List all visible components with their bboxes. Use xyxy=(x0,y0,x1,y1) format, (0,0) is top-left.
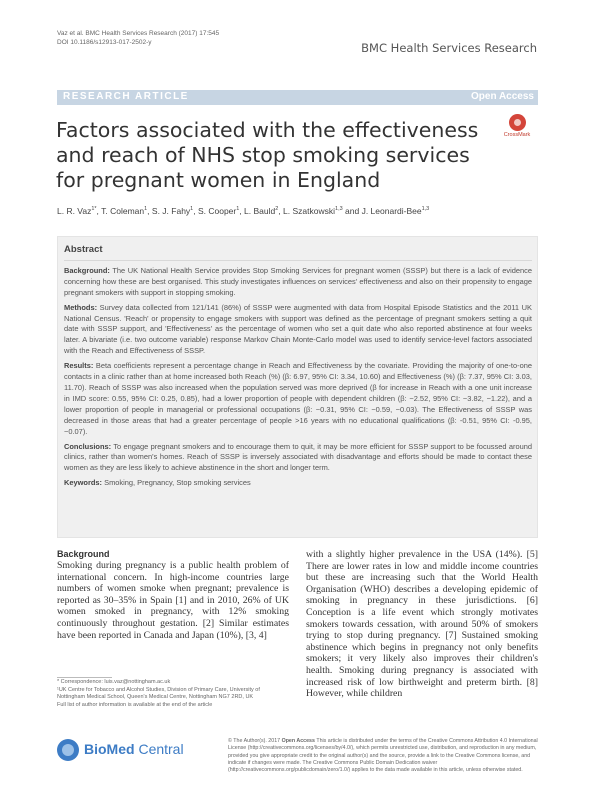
abstract-box xyxy=(57,236,538,538)
author-separator: , xyxy=(239,206,245,216)
abstract-keywords xyxy=(64,478,532,489)
affiliation: ¹UK Centre for Tobacco and Alcohol Studies, Division of Primary Care, University of Nottingham Medical School, Queen's Medical Centre, Nottingham NG7 2RD, UK xyxy=(57,686,260,701)
author-name: L. R. Vaz xyxy=(57,206,92,216)
copyright: © The Author(s). 2017 xyxy=(228,738,282,744)
section-label: Keywords: xyxy=(64,478,103,488)
citation-line: Vaz et al. BMC Health Services Research (2017) 17:545 xyxy=(57,30,220,37)
abstract-divider xyxy=(64,260,532,261)
author-name: J. Leonardi-Bee xyxy=(361,206,422,216)
crossmark-badge[interactable] xyxy=(487,114,547,138)
license-text: This article is distributed under the terms of the Creative Commons Attribution 4.0 International License (http://creativecommons.org/licenses/by/4.0/), which permits unrestricted use, distribution, and reproduction in any medium, provided you give appropriate credit to the original author(s) and the source, provide a link to the Creative Commons license, and indicate if changes were made. The Creative Commons Public Domain Dedication waiver (http://creativecommons.org/publicdomain/zero/1.0/) applies to the data made available in this article, unless otherwise stated. xyxy=(228,738,538,774)
crossmark-icon xyxy=(509,114,526,131)
publisher-logo xyxy=(57,736,197,762)
author-name: L. Bauld xyxy=(244,206,276,216)
section-label: Background: xyxy=(64,265,110,275)
author-separator: , xyxy=(278,206,284,216)
section-text: Smoking, Pregnancy, Stop smoking services xyxy=(104,478,251,488)
section-text: To engage pregnant smokers and to encourage them to quit, it may be more efficient for SSSP support to be focussed around clinics, rather than women's homes. Reach of SSSP is inversely associated with disadvantage and efforts should be made to contact these women as they are less likely to achieve abstinence in the short and longer term. xyxy=(64,441,532,473)
author-separator: , xyxy=(147,206,152,216)
author-name: L. Szatkowski xyxy=(283,206,336,216)
section-text: Beta coefficients represent a percentage change in Reach and Effectiveness by the covariate. Providing the majority of one-to-one contacts in a clinic rather than at home increased both Reach (%) (β: 6.97, 95% CI: 3.34, 10.60) and Effectiveness (%) (β: 7.37, 95% CI: 3.03, 11.70). Reach of SSSP was also increased when the population served was more deprived (β for increase in Reach with a one unit increase in IMD score: 0.55, 95% CI: 0.25, 0.85), had a lower proportion of people with dependent children (β: −2.52, 95% CI: −3.82, −1.22), and a lower proportion of people in managerial or professional occupations (β: −0.31, 95% CI: −0.59, −0.03). The Effectiveness of SSSP was decreased in those areas that had a greater percentage of people >16 years with no educational qualifications (β: -0.51, 95% CI: -0.95, −0.07). xyxy=(64,361,532,436)
open-access-bold: Open Access xyxy=(281,738,315,744)
section-label: Conclusions: xyxy=(64,441,112,451)
author-affiliation-marker: 1 xyxy=(236,206,240,213)
body-column-left xyxy=(57,549,289,641)
author-affiliation-marker: 1,3 xyxy=(335,206,343,213)
footnote-divider xyxy=(57,677,112,678)
author-affiliation-marker: 1 xyxy=(144,206,148,213)
publisher-name-rest: Central xyxy=(134,741,184,757)
author-list xyxy=(57,206,429,216)
section-text: The UK National Health Service provides Stop Smoking Services for pregnant women (SSSP) but there is a lack of evidence concerning how these are best organised. This study investigates influences on services' effectiveness and also on their propensity to engage pregnant smokers with support in stopping smoking. xyxy=(64,265,532,297)
author-separator: , xyxy=(96,206,102,216)
abstract-results xyxy=(64,361,532,437)
author-name: T. Coleman xyxy=(101,206,145,216)
publisher-name-bold: BioMed xyxy=(84,741,135,757)
author-separator: , xyxy=(193,206,198,216)
author-separator: and xyxy=(342,206,362,216)
author-name: S. Cooper xyxy=(197,206,237,216)
citation xyxy=(57,29,219,47)
crossmark-label: CrossMark xyxy=(503,132,531,138)
body-paragraph: with a slightly higher prevalence in the USA (14%). [5] There are lower rates in low and middle income countries but these are increasing such that the World Health Organisation (WHO) describes a developing epidemic of smoking in pregnancy in these jurisdictions. [6] Conception is a life event which strongly motivates smokers towards cessation, with around 50% of smokers trying to stop during pregnancy. [7] Sustained smoking abstinence which begins in pregnancy not only benefits smokers; it very likely also improves their children's health. Smoking during pregnancy is associated with increased risk of low birthweight and preterm birth. [8] However, while children xyxy=(306,549,538,700)
author-affiliation-marker: 2 xyxy=(275,206,279,213)
section-text: Survey data collected from 121/141 (86%) of SSSP were augmented with data from Hospital Episode Statistics and the 2011 UK National Census. 'Reach' or propensity to engage smokers with support was defined as the percentage of pregnant smokers setting a quit date with SSSP support, and 'Effectiveness' as the percentage of women who set a quit date who also reported abstinence at four weeks later. A bivariate (i.e. two outcome variable) response Markov Chain Monte-Carlo model was used to identify service-level factors associated with the Reach and Effectiveness of SSSP. xyxy=(64,302,532,356)
section-label: Results: xyxy=(64,361,94,371)
article-title: Factors associated with the effectiveness and reach of NHS stop smoking services for pregnant women in England xyxy=(56,118,479,192)
footnotes xyxy=(57,679,289,709)
abstract-background xyxy=(64,266,532,299)
abstract-heading: Abstract xyxy=(64,244,103,255)
publisher-name xyxy=(84,741,184,757)
article-type-banner xyxy=(57,90,538,105)
biomed-central-logo-icon xyxy=(57,739,79,761)
article-type-label: RESEARCH ARTICLE xyxy=(63,91,189,102)
author-affiliation-marker: 1* xyxy=(91,206,97,213)
author-info-note: Full list of author information is available at the end of the article xyxy=(57,701,213,708)
background-heading: Background xyxy=(57,549,110,559)
author-affiliation-marker: 1,3 xyxy=(421,206,430,213)
section-label: Methods: xyxy=(64,302,98,312)
body-paragraph: Smoking during pregnancy is a public health problem of international concern. In high-income countries large numbers of women smoke when pregnant; prevalence is reported as 30–35% in Spain [1] and in 2010, 26% of UK women smoked in pregnancy, with 12% smoking continuously throughout gestation. [2] Similar estimates have been reported in Canada and Japan (10%), [3, 4] xyxy=(57,560,289,641)
license-statement xyxy=(228,738,539,774)
doi-line[interactable]: DOI 10.1186/s12913-017-2502-y xyxy=(57,39,152,46)
correspondence: * Correspondence: luis.vaz@nottingham.ac.uk xyxy=(57,679,171,685)
author-affiliation-marker: 1 xyxy=(190,206,194,213)
author-name: S. J. Fahy xyxy=(151,206,191,216)
journal-name: BMC Health Services Research xyxy=(361,41,537,55)
body-column-right xyxy=(306,549,538,700)
abstract-conclusions xyxy=(64,442,532,475)
open-access-label: Open Access xyxy=(471,91,534,102)
abstract-methods xyxy=(64,303,532,358)
